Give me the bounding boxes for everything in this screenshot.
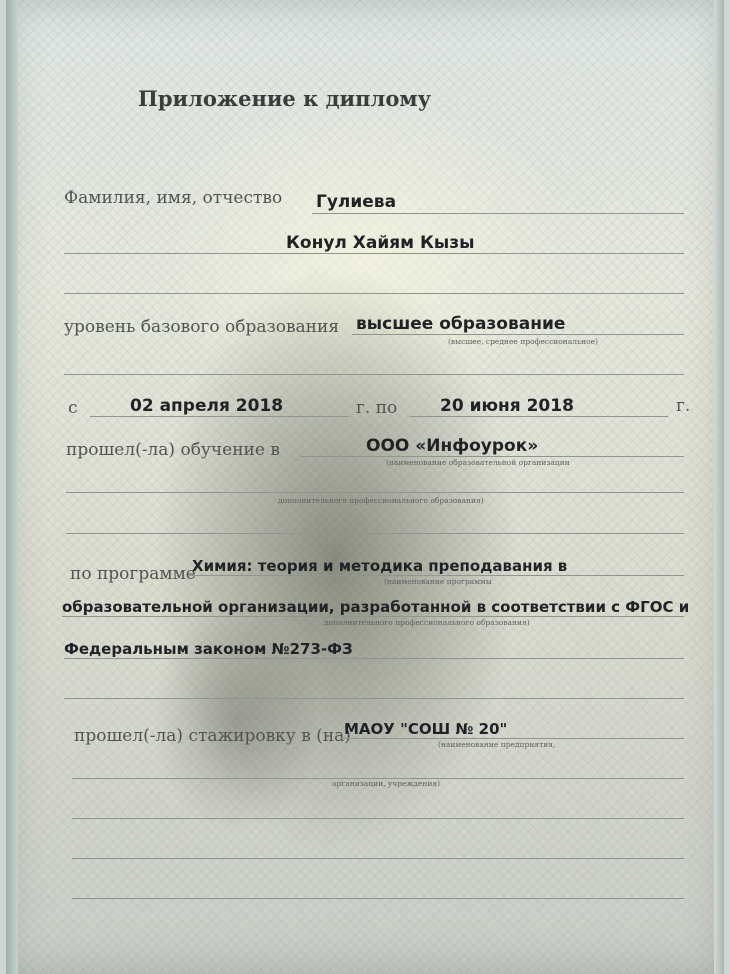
program-underline-2	[62, 616, 684, 617]
internship-hint-2: организации, учреждения)	[332, 779, 441, 788]
internship-label: прошел(-ла) стажировку в (на)	[74, 726, 351, 746]
program-line-1: Химия: теория и методика преподавания в	[192, 557, 568, 575]
internship-line-4	[72, 858, 684, 859]
training-label: прошел(-ла) обучение в	[66, 440, 280, 460]
base-education-line-2	[64, 374, 684, 375]
internship-hint-1: (наименование предприятия,	[438, 740, 556, 749]
base-education-label: уровень базового образования	[64, 317, 340, 337]
fio-line-2	[64, 253, 684, 254]
program-underline-4	[64, 698, 684, 699]
period-from-prefix: с	[68, 398, 78, 418]
document-title: Приложение к диплому	[138, 86, 432, 111]
diploma-appendix-page	[6, 0, 724, 974]
program-label: по программе	[70, 564, 196, 584]
base-education-value: высшее образование	[356, 314, 566, 334]
period-to-line	[410, 416, 668, 417]
internship-line-5	[72, 898, 684, 899]
training-hint-dpo: дополнительного профессионального образования)	[278, 496, 484, 505]
period-from-date: 02 апреля 2018	[130, 396, 284, 416]
period-year-suffix: г.	[676, 396, 691, 416]
base-education-hint: (высшее, среднее профессиональное)	[448, 337, 598, 346]
program-underline-3	[64, 658, 684, 659]
internship-line	[340, 738, 684, 739]
internship-line-3	[72, 818, 684, 819]
program-line-3: Федеральным законом №273-ФЗ	[64, 640, 353, 658]
period-to-prefix: г. по	[356, 398, 398, 418]
base-education-line	[352, 334, 684, 335]
training-organization: ООО «Инфоурок»	[366, 436, 539, 456]
fio-line-1	[312, 213, 684, 214]
fio-label: Фамилия, имя, отчество	[64, 188, 283, 208]
period-to-date: 20 июня 2018	[440, 396, 574, 416]
fio-surname: Гулиева	[316, 192, 397, 212]
training-hint-org: (наименование образовательной организации	[386, 458, 570, 467]
period-from-line	[90, 416, 348, 417]
page-right-edge	[714, 0, 724, 974]
program-hint-1: (наименование программы	[384, 577, 492, 586]
fio-line-3	[64, 293, 684, 294]
training-line-3	[66, 533, 684, 534]
training-line	[300, 456, 684, 457]
page-left-edge	[6, 0, 18, 974]
program-underline-1	[188, 575, 684, 576]
program-hint-2: дополнительного профессионального образования)	[324, 618, 530, 627]
fio-given-names: Конул Хайям Кызы	[286, 233, 475, 253]
training-line-2	[66, 492, 684, 493]
program-line-2: образовательной организации, разработанной в соответствии с ФГОС и	[62, 598, 690, 616]
internship-organization: МАОУ "СОШ № 20"	[344, 720, 508, 738]
